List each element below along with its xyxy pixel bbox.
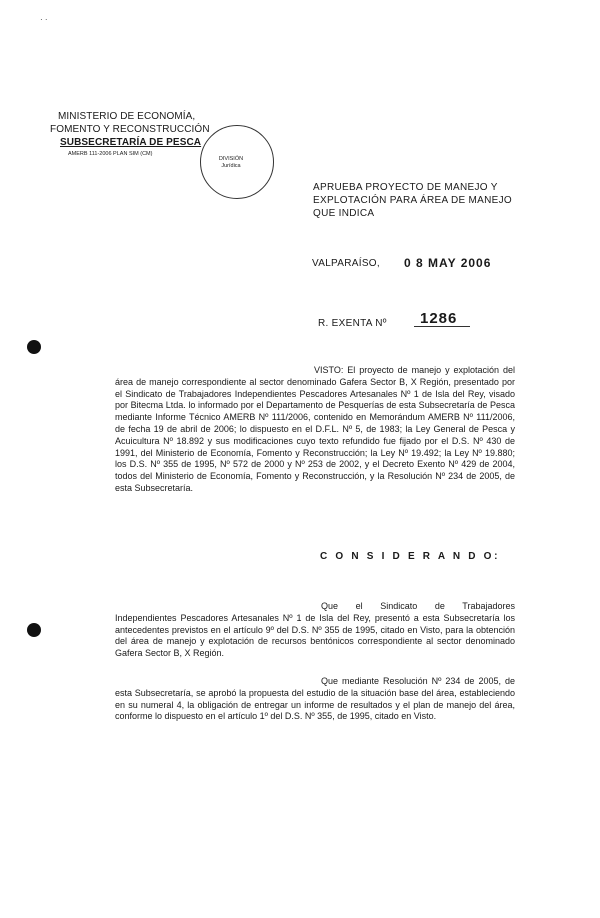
division-stamp: [200, 125, 274, 199]
visto-paragraph: VISTO: El proyecto de manejo y explotación del área de manejo correspondiente al sector denominado Gafera Sector B, X Región, presentado por el Sindicato de Trabajadores Independientes Pescadores Artesanales Nº 1 de Isla del Rey, visado por Bitecma Ltda. lo informado por el Departamento de Pesquerías de esta Subsecretaría de Pesca mediante Informe Técnico AMERB Nº 111/2006, contenido en Memorándum AMERB Nº 111/2006, de fecha 19 de abril de 2006; lo dispuesto en el D.F.L. Nº 5, de 1983; la Ley General de Pesca y Acuicultura Nº 18.892 y sus modificaciones cuyo texto refundido fue fijado por el D.S. Nº 430 de 1991, del Ministerio de Economía, Fomento y Reconstrucción; la Ley Nº 19.492; la Ley Nº 19.880; los D.S. Nº 355 de 1995, Nº 572 de 2000 y Nº 253 de 2002, y el Decreto Exento Nº 429 de 2004, todos del Ministerio de Economía, Fomento y Reconstrucción, y la Resolución Nº 234 de 2005, de esta Subsecretaría.: [115, 365, 515, 493]
ministry-line-1: MINISTERIO DE ECONOMÍA,: [58, 111, 196, 122]
file-code: AMERB 111-2006 PLAN SIM (CM): [68, 151, 153, 157]
ministry-line-2: FOMENTO Y RECONSTRUCCIÓN: [50, 124, 210, 135]
exenta-underline: [414, 326, 470, 327]
considerando-heading: C O N S I D E R A N D O:: [320, 551, 501, 562]
subsecretaria-label: SUBSECRETARÍA DE PESCA: [60, 137, 202, 148]
punch-hole: [27, 623, 41, 637]
punch-hole: [27, 340, 41, 354]
resolution-title: APRUEBA PROYECTO DE MANEJO Y EXPLOTACIÓN PARA ÁREA DE MANEJO QUE INDICA: [313, 182, 512, 219]
date-stamp: 0 8 MAY 2006: [404, 256, 492, 270]
place-label: VALPARAÍSO,: [312, 258, 380, 269]
exenta-label: R. EXENTA Nº: [318, 318, 387, 329]
stamp-label: DIVISIÓN Jurídica: [218, 156, 244, 169]
scan-mark: · ·: [40, 15, 48, 24]
considerando-paragraph-2: Que mediante Resolución Nº 234 de 2005, de esta Subsecretaría, se aprobó la propuesta del estudio de la situación base del área, estableciendo en su numeral 4, la obligación de entregar un informe de resultados y el plan de manejo del área, conforme lo dispuesto en el artículo 1º del D.S. Nº 355, de 1995, citado en Visto.: [115, 676, 515, 722]
considerando-paragraph-1: Que el Sindicato de Trabajadores Independientes Pescadores Artesanales Nº 1 de Isla del Rey, presentó a esta Subsecretaría los antecedentes previstos en el artículo 9º del D.S. Nº 355 de 1995, citado en Visto, para la obtención del área de manejo y explotación de recursos bentónicos correspondiente al sector denominado Gafera Sector B, X Región.: [115, 601, 515, 659]
exenta-number: 1286: [420, 310, 458, 327]
